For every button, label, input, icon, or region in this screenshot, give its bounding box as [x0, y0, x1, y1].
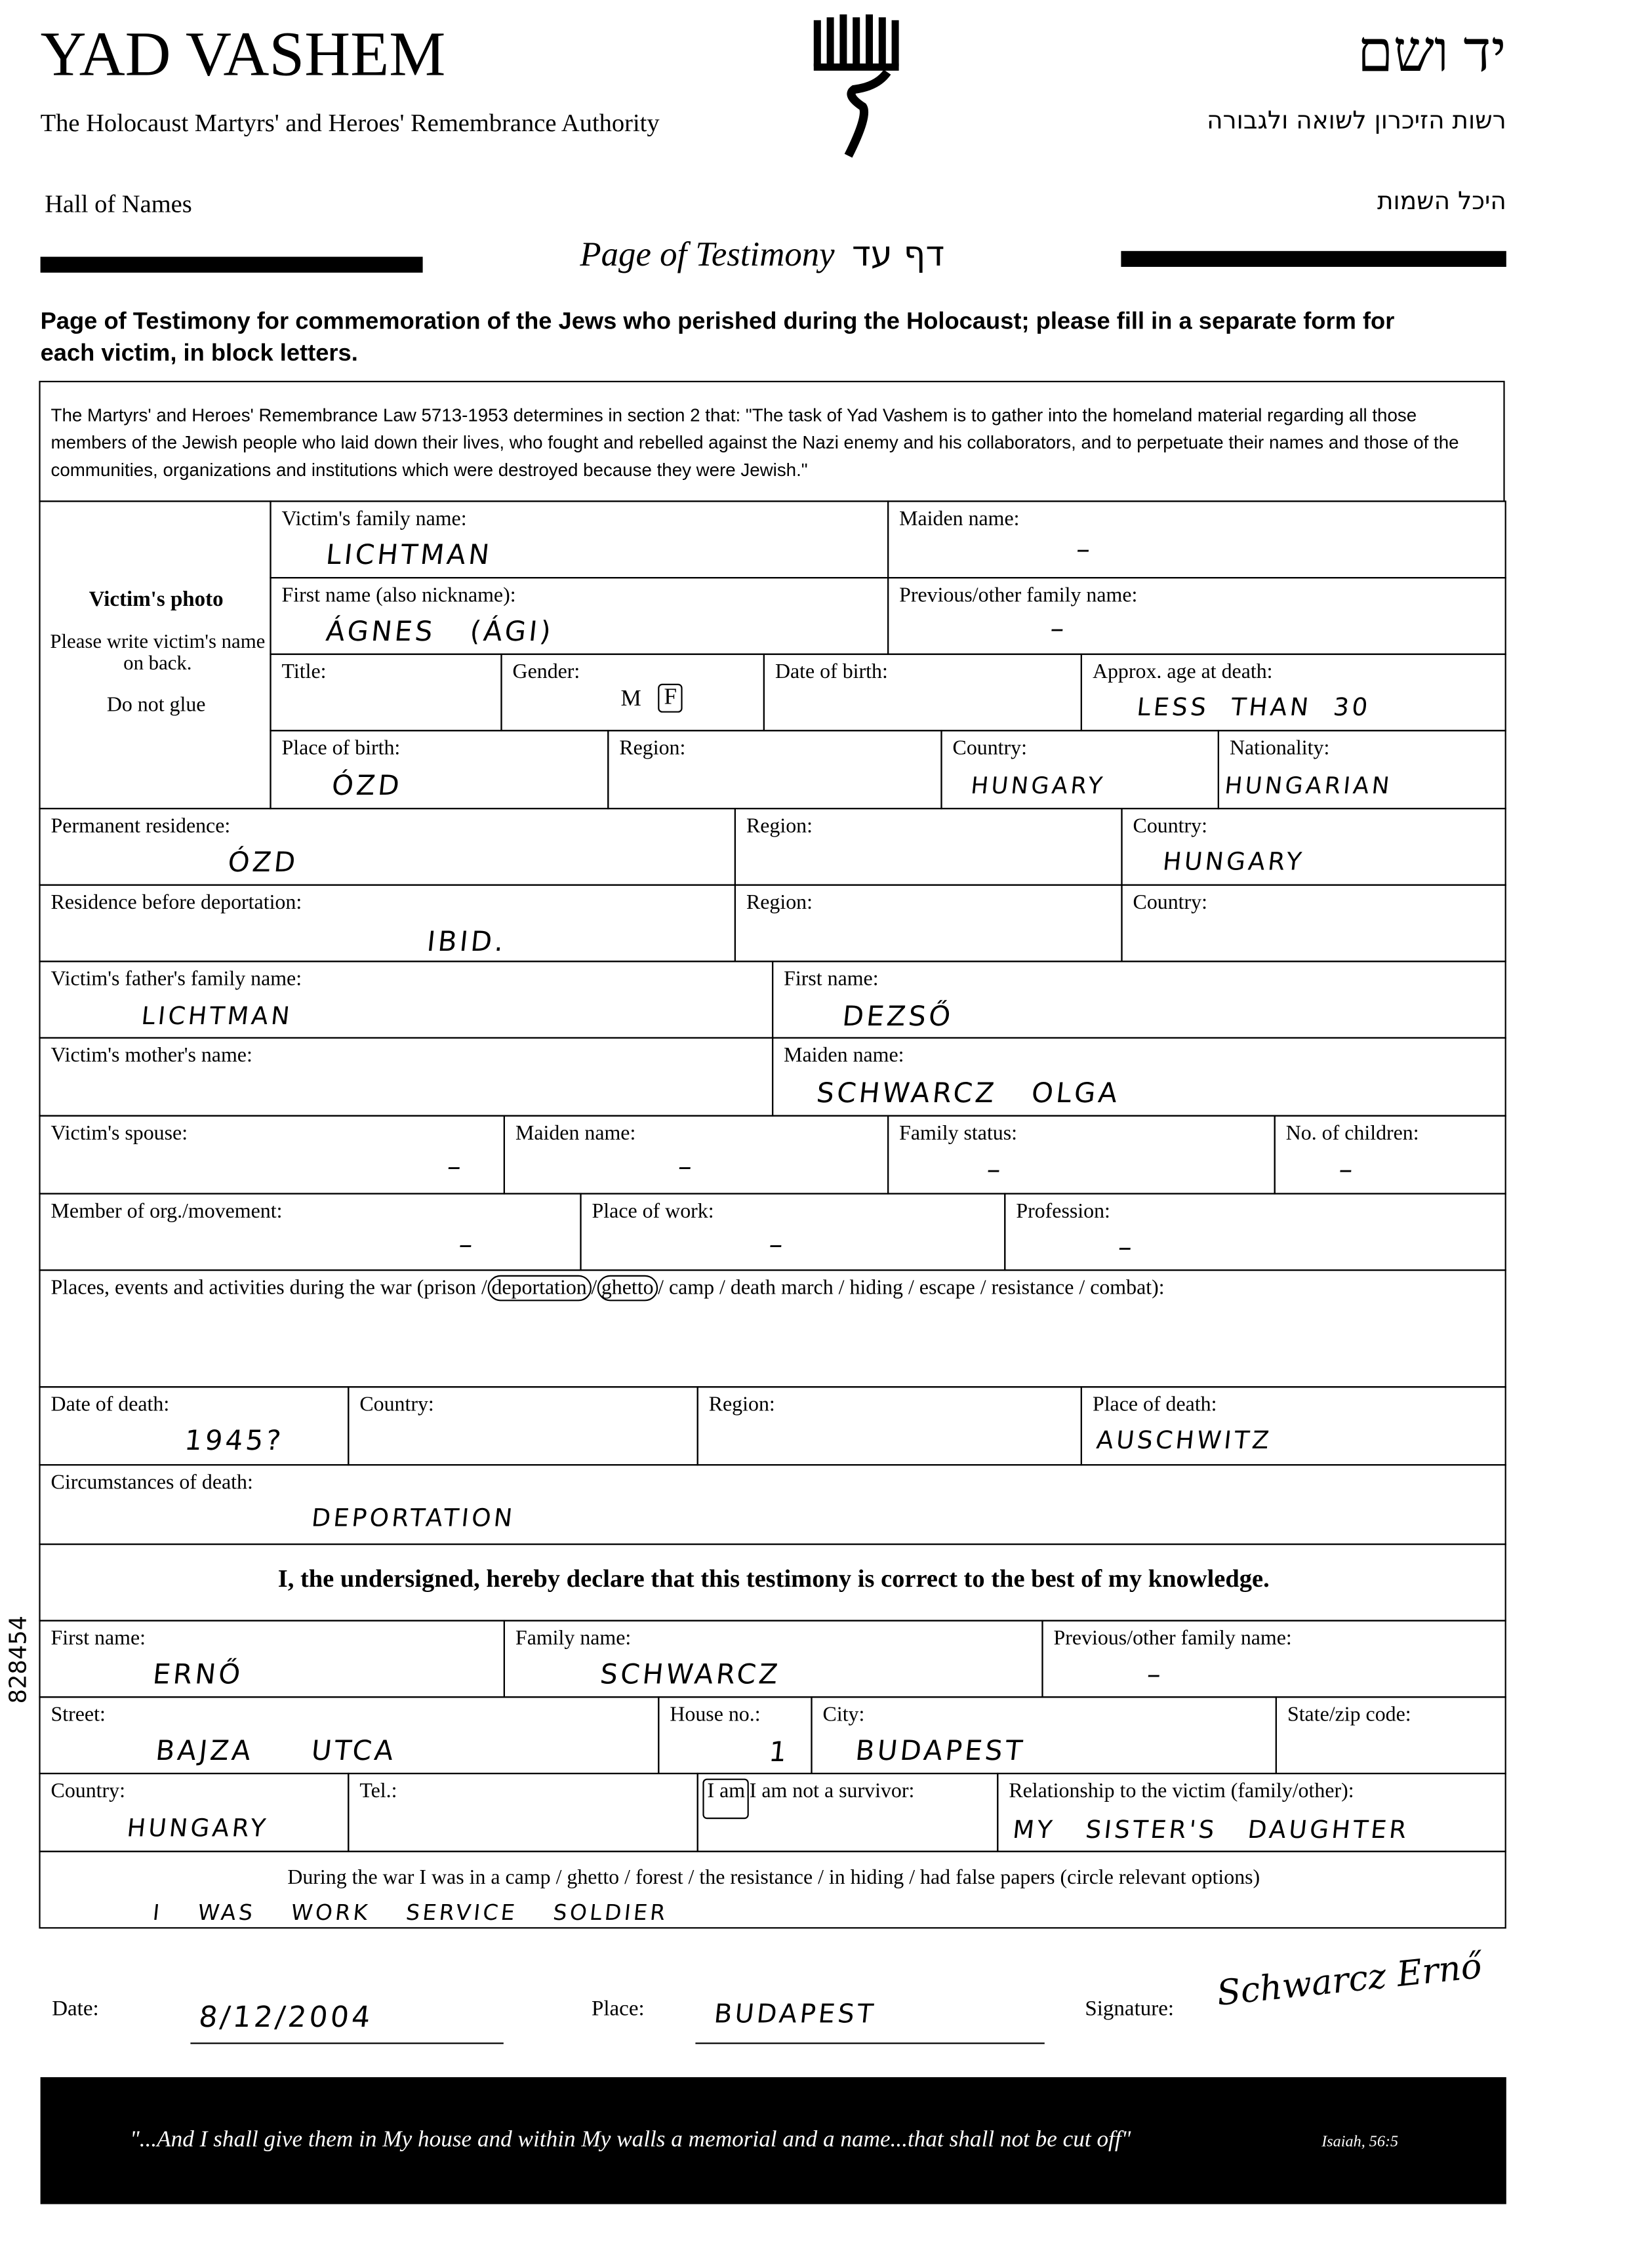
date-value[interactable]: 8/12/2004	[197, 1999, 375, 2034]
photo-glue-note: Do not glue	[106, 694, 206, 717]
field-label: Family status:	[899, 1123, 1018, 1146]
date-label: Date:	[52, 1998, 99, 2021]
form-title-hebrew: דף עד	[851, 233, 945, 274]
field-value: HUNGARY	[125, 1815, 270, 1844]
victim-pob-region-field[interactable]	[608, 730, 942, 810]
permanent-residence-field[interactable]	[39, 808, 736, 886]
field-label: Gender:	[512, 661, 580, 685]
option-deportation-circled[interactable]: deportation	[487, 1275, 592, 1302]
law-text: The Martyrs' and Heroes' Remembrance Law 5713-1953 determines in section 2 that: "The task of Yad Vashem is to gather into the homeland material regarding all those members of the Jewish people who laid down their lives, who fought and rebelled against the Nazi enemy and his collaborators, and to perpetuate their names and those of the communities, organizations and institutions which were destroyed because they were Jewish."	[50, 405, 1459, 481]
survivor-field[interactable]	[697, 1773, 999, 1852]
field-label: Date of death:	[50, 1393, 170, 1417]
field-label: No. of children:	[1285, 1123, 1419, 1146]
yad-vashem-logo-icon	[808, 14, 909, 159]
field-label: Maiden name:	[784, 1044, 904, 1068]
photo-note: Please write victim's name on back.	[50, 632, 266, 676]
victim-gender-field[interactable]	[501, 654, 765, 732]
field-value: SCHWARCZ OLGA	[815, 1077, 1122, 1110]
option-ghetto-circled[interactable]: ghetto	[597, 1275, 658, 1302]
field-label: Residence before deportation:	[50, 892, 302, 915]
field-value: HUNGARY	[969, 772, 1107, 800]
field-label: Maiden name:	[515, 1123, 636, 1146]
field-label: Permanent residence:	[50, 815, 231, 839]
gender-option-m[interactable]: M	[620, 686, 641, 712]
field-value: BAJZA UTCA	[154, 1736, 399, 1768]
field-value: ERNŐ	[151, 1659, 245, 1691]
field-label: Tel.:	[359, 1780, 397, 1804]
signature: Schwarcz Ernő	[1215, 1945, 1484, 2014]
field-value: ÁGNES (ÁGI)	[325, 616, 556, 648]
field-label: Victim's father's family name:	[50, 968, 302, 991]
field-label	[703, 1780, 914, 1804]
field-value: –	[1075, 534, 1095, 566]
org-name: YAD VASHEM	[40, 18, 446, 90]
field-value: ÓZD	[331, 770, 405, 803]
field-label: Previous/other family name:	[1053, 1627, 1292, 1651]
gender-option-f-selected[interactable]: F	[658, 684, 683, 713]
org-subtitle: The Holocaust Martyrs' and Heroes' Remembrance Authority	[40, 108, 660, 137]
field-label: Relationship to the victim (family/other):	[1009, 1780, 1354, 1804]
field-label: Region:	[746, 892, 813, 915]
option-i-am-not[interactable]: I am not a survivor:	[749, 1780, 915, 1804]
member-org-field[interactable]	[39, 1193, 582, 1271]
submitter-first-name-field[interactable]	[39, 1620, 506, 1698]
date-of-death-field[interactable]	[39, 1387, 350, 1466]
field-value: IBID.	[426, 926, 509, 959]
field-label: City:	[822, 1703, 865, 1727]
field-label: First name (also nickname):	[281, 584, 516, 608]
law-text-box	[39, 381, 1505, 502]
victim-title-field[interactable]	[270, 654, 502, 732]
field-value: –	[1049, 613, 1069, 645]
declaration-text: I, the undersigned, hereby declare that this testimony is correct to the best of my knowledge.	[277, 1564, 1270, 1593]
field-label: Region:	[619, 737, 686, 761]
field-value: –	[1337, 1154, 1358, 1186]
father-family-name-field[interactable]	[39, 961, 774, 1039]
org-name-hebrew: יד ושם	[1357, 18, 1506, 84]
residence-before-deportation-field[interactable]	[39, 885, 736, 963]
field-label: Previous/other family name:	[899, 584, 1138, 608]
instructions: Page of Testimony for commemoration of the Jews who perished during the Holocaust; please fill in a separate form for each victim, in block letters.	[40, 308, 1395, 367]
submitter-tel-field[interactable]	[348, 1773, 699, 1852]
field-value: 1945?	[183, 1425, 286, 1458]
submitter-house-no-field[interactable]	[658, 1697, 813, 1775]
field-label: First name:	[784, 968, 879, 991]
hall-of-names-hebrew: היכל השמות	[1377, 188, 1506, 216]
field-value: SCHWARCZ	[599, 1659, 783, 1691]
relationship-field[interactable]	[997, 1773, 1507, 1852]
field-label: Place of work:	[592, 1200, 714, 1224]
form-title-text: Page of Testimony	[580, 236, 835, 274]
field-value: LICHTMAN	[325, 540, 494, 572]
label-text: Places, events and activities during the war (prison /	[50, 1277, 487, 1300]
war-places-field[interactable]	[39, 1270, 1506, 1388]
field-label: First name:	[50, 1627, 146, 1651]
mother-maiden-name-field[interactable]	[773, 1037, 1507, 1117]
field-value: MY SISTER'S DAUGHTER	[1011, 1816, 1411, 1846]
field-value: I WAS WORK SERVICE SOLDIER	[151, 1900, 670, 1926]
submitter-previous-name-field[interactable]	[1042, 1620, 1506, 1698]
field-value: HUNGARIAN	[1224, 772, 1394, 800]
field-label: Place of birth:	[281, 737, 401, 761]
field-label	[51, 1277, 1165, 1302]
field-label: Region:	[746, 815, 813, 839]
footer-quote: "...And I shall give them in My house and within My walls a memorial and a name...that shall not be cut off"	[130, 2128, 1131, 2153]
field-label: Street:	[50, 1703, 106, 1727]
field-label: Region:	[708, 1393, 775, 1417]
victim-family-name-field[interactable]	[270, 501, 889, 579]
field-label: Victim's mother's name:	[50, 1044, 252, 1068]
field-label: Family name:	[515, 1627, 632, 1651]
footer-citation: Isaiah, 56:5	[1321, 2133, 1399, 2151]
spouse-maiden-name-field[interactable]	[504, 1115, 889, 1195]
field-value: AUSCHWITZ	[1095, 1427, 1274, 1456]
victim-maiden-name-field[interactable]	[888, 501, 1507, 579]
field-label: Maiden name:	[899, 507, 1020, 532]
place-label: Place:	[592, 1998, 645, 2021]
field-value: DEPORTATION	[310, 1505, 517, 1534]
field-value: DEZSŐ	[841, 1001, 956, 1033]
field-label: Country:	[1133, 892, 1207, 915]
field-value: LICHTMAN	[140, 1003, 294, 1032]
field-value: LESS THAN 30	[1135, 694, 1373, 723]
mother-name-field[interactable]	[39, 1037, 774, 1117]
field-label: Approx. age at death:	[1092, 661, 1273, 685]
field-value: –	[985, 1154, 1006, 1186]
victim-pob-country-field[interactable]	[941, 730, 1220, 810]
field-label: Nationality:	[1229, 737, 1330, 761]
deportation-region-field[interactable]	[735, 885, 1123, 963]
field-value: 1	[767, 1737, 792, 1769]
victim-age-field[interactable]	[1081, 654, 1506, 732]
field-label: State/zip code:	[1287, 1703, 1411, 1727]
family-status-field[interactable]	[888, 1115, 1276, 1195]
field-label: House no.:	[670, 1703, 761, 1727]
victim-first-name-field[interactable]	[270, 578, 889, 656]
field-label: During the war I was in a camp / ghetto / forest / the resistance / in hiding / had false papers (circle relevant options)	[287, 1867, 1260, 1890]
field-value: HUNGARY	[1161, 848, 1306, 878]
residence-country-field[interactable]	[1121, 808, 1506, 886]
signature-label: Signature:	[1085, 1998, 1175, 2021]
field-value: –	[457, 1229, 477, 1262]
submitter-zip-field[interactable]	[1276, 1697, 1506, 1775]
submitter-country-field[interactable]	[39, 1773, 350, 1852]
date-line	[190, 2042, 503, 2044]
label-text: / camp / death march / hiding / escape / resistance / combat):	[658, 1277, 1165, 1300]
place-of-death-field[interactable]	[1081, 1387, 1506, 1466]
footer-banner	[41, 2077, 1506, 2204]
field-value: –	[767, 1229, 788, 1262]
victim-dob-field[interactable]	[763, 654, 1082, 732]
field-value: –	[1117, 1232, 1137, 1264]
photo-title: Victim's photo	[89, 589, 224, 612]
field-label: Victim's family name:	[281, 507, 467, 532]
field-label: Circumstances of death:	[50, 1471, 253, 1495]
place-value[interactable]: BUDAPEST	[712, 1999, 877, 2030]
field-label: Victim's spouse:	[50, 1123, 188, 1146]
field-label: Title:	[281, 661, 327, 685]
spouse-field[interactable]	[39, 1115, 506, 1195]
field-label: Place of death:	[1092, 1393, 1217, 1417]
victim-previous-name-field[interactable]	[888, 578, 1507, 656]
field-value: –	[677, 1151, 697, 1184]
declaration-box	[39, 1544, 1506, 1622]
father-first-name-field[interactable]	[773, 961, 1507, 1039]
divider-bar	[41, 257, 423, 273]
deportation-country-field[interactable]	[1121, 885, 1506, 963]
field-value: –	[446, 1151, 466, 1184]
divider-bar	[1121, 251, 1506, 267]
field-label: Date of birth:	[775, 661, 888, 685]
field-value: ÓZD	[226, 846, 300, 879]
submitter-city-field[interactable]	[811, 1697, 1278, 1775]
profession-field[interactable]	[1005, 1193, 1507, 1271]
field-value: –	[1146, 1659, 1166, 1691]
residence-region-field[interactable]	[735, 808, 1123, 886]
death-country-field[interactable]	[348, 1387, 699, 1466]
field-label: Country:	[50, 1780, 125, 1804]
victim-pob-field[interactable]	[270, 730, 609, 810]
submitter-family-name-field[interactable]	[504, 1620, 1043, 1698]
circumstances-field[interactable]	[39, 1465, 1506, 1545]
field-value: BUDAPEST	[854, 1736, 1027, 1768]
death-region-field[interactable]	[697, 1387, 1082, 1466]
hall-of-names: Hall of Names	[45, 189, 192, 218]
victim-nationality-field[interactable]	[1218, 730, 1506, 810]
during-war-field[interactable]	[39, 1851, 1506, 1929]
field-label: Member of org./movement:	[50, 1200, 283, 1224]
submitter-street-field[interactable]	[39, 1697, 660, 1775]
org-subtitle-hebrew: רשות הזיכרון לשואה ולגבורה	[1207, 106, 1506, 136]
separator: /	[591, 1277, 597, 1300]
field-label: Country:	[359, 1393, 434, 1417]
form-title	[580, 233, 944, 275]
field-label: Profession:	[1016, 1200, 1110, 1224]
place-line	[695, 2042, 1044, 2044]
place-of-work-field[interactable]	[580, 1193, 1006, 1271]
option-i-am-selected[interactable]: I am	[703, 1779, 750, 1820]
field-label: Country:	[952, 737, 1027, 761]
victim-photo-box[interactable]	[39, 501, 272, 810]
side-reference-number: 828454	[4, 1616, 32, 1704]
field-label: Country:	[1133, 815, 1207, 839]
children-field[interactable]	[1274, 1115, 1506, 1195]
